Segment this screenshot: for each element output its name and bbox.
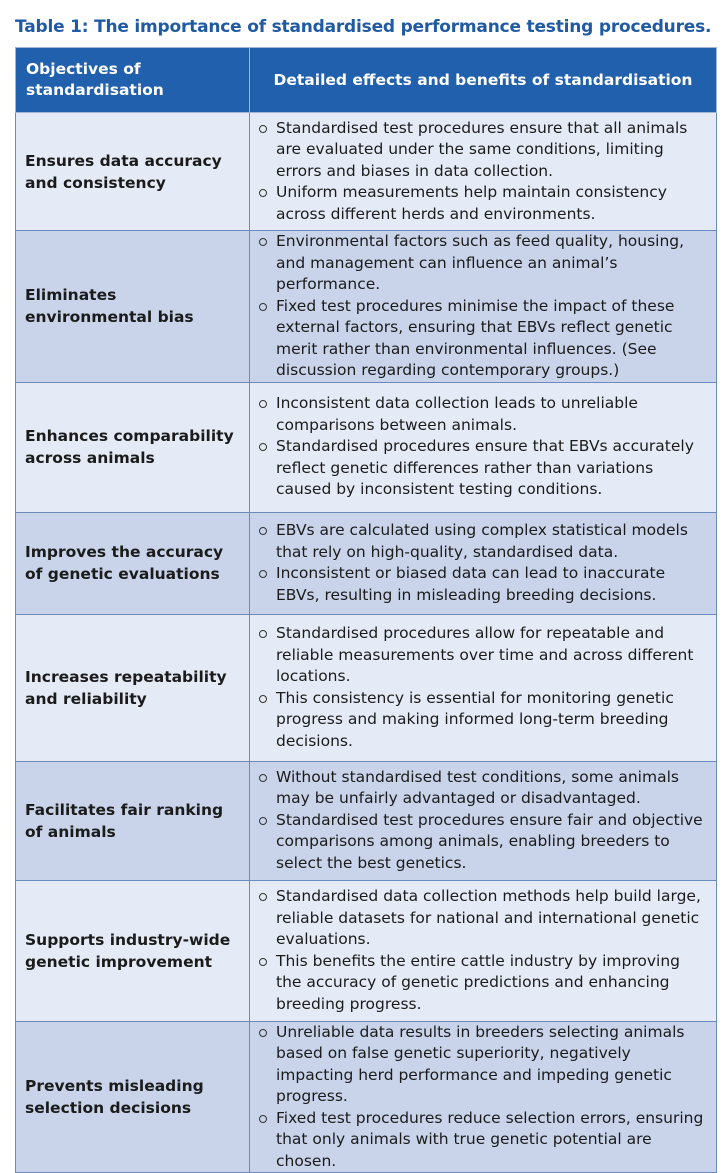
details-cell xyxy=(250,512,717,614)
details-cell xyxy=(250,113,717,231)
column-header-objectives: Objectives of standardisation xyxy=(16,48,250,113)
hollow-circle-bullet-icon xyxy=(259,1115,267,1123)
bullet-text: Standardised test procedures ensure fair and objective comparisons among animals, enabling breeders to select the best genetics. xyxy=(276,810,703,872)
bullet-text: Inconsistent data collection leads to unreliable comparisons between animals. xyxy=(276,394,638,434)
bullet-text: Standardised procedures allow for repeatable and reliable measurements over time and across different locations. xyxy=(276,624,694,685)
table-caption: Table 1: The importance of standardised performance testing procedures. xyxy=(15,17,712,37)
table-row xyxy=(16,1021,717,1173)
bullet-text: This benefits the entire cattle industry by improving the accuracy of genetic predictions and enhancing breeding progress. xyxy=(276,951,680,1013)
bullet-list xyxy=(258,886,710,1015)
bullet-text: Uniform measurements help maintain consistency across different herds and environments. xyxy=(276,183,667,223)
list-item xyxy=(258,688,710,753)
list-item xyxy=(258,563,710,606)
hollow-circle-bullet-icon xyxy=(259,630,267,638)
hollow-circle-bullet-icon xyxy=(259,817,267,825)
bullet-text: Fixed test procedures reduce selection errors, ensuring that only animals with true genetic potential are chosen. xyxy=(276,1108,704,1170)
hollow-circle-bullet-icon xyxy=(259,238,267,246)
list-item xyxy=(258,1022,710,1108)
list-item xyxy=(258,810,710,875)
table-row xyxy=(16,614,717,761)
bullet-text: Unreliable data results in breeders selecting animals based on false genetic superiority, negatively impacting herd performance and impeding genetic progress. xyxy=(276,1022,685,1105)
standardisation-table xyxy=(15,47,717,1173)
list-item xyxy=(258,623,710,688)
bullet-list xyxy=(258,118,710,226)
bullet-list xyxy=(258,231,710,382)
list-item xyxy=(258,951,710,1016)
hollow-circle-bullet-icon xyxy=(259,893,267,901)
hollow-circle-bullet-icon xyxy=(259,774,267,782)
hollow-circle-bullet-icon xyxy=(259,695,267,703)
bullet-list xyxy=(258,623,710,752)
bullet-text: Standardised procedures ensure that EBVs accurately reflect genetic differences rather than variations caused by inconsistent testing conditions. xyxy=(276,437,694,499)
bullet-text: Environmental factors such as feed quality, housing, and management can influence an animal’s performance. xyxy=(276,232,685,293)
details-cell xyxy=(250,614,717,761)
hollow-circle-bullet-icon xyxy=(259,125,267,133)
details-cell xyxy=(250,1021,717,1173)
hollow-circle-bullet-icon xyxy=(259,527,267,535)
list-item xyxy=(258,231,710,296)
table-row xyxy=(16,231,717,383)
bullet-text: Fixed test procedures minimise the impact of these external factors, ensuring that EBVs reflect genetic merit rather than environmental influences. (See discussion regarding contemporary groups.) xyxy=(276,296,675,379)
list-item xyxy=(258,393,710,436)
hollow-circle-bullet-icon xyxy=(259,400,267,408)
objective-cell: Facilitates fair ranking of animals xyxy=(16,761,250,880)
list-item xyxy=(258,520,710,563)
table-row xyxy=(16,761,717,880)
details-cell xyxy=(250,761,717,880)
details-cell xyxy=(250,382,717,512)
hollow-circle-bullet-icon xyxy=(259,303,267,311)
bullet-text: EBVs are calculated using complex statistical models that rely on high-quality, standardised data. xyxy=(276,521,688,561)
hollow-circle-bullet-icon xyxy=(259,1029,267,1037)
hollow-circle-bullet-icon xyxy=(259,443,267,451)
list-item xyxy=(258,886,710,951)
bullet-text: This consistency is essential for monitoring genetic progress and making informed long-term breeding decisions. xyxy=(276,688,674,750)
hollow-circle-bullet-icon xyxy=(259,189,267,197)
list-item xyxy=(258,436,710,501)
objective-cell: Supports industry-wide genetic improvement xyxy=(16,880,250,1021)
objective-cell: Increases repeatability and reliability xyxy=(16,614,250,761)
list-item xyxy=(258,118,710,183)
table-row xyxy=(16,113,717,231)
objective-cell: Improves the accuracy of genetic evaluations xyxy=(16,512,250,614)
table-row xyxy=(16,512,717,614)
column-header-effects: Detailed effects and benefits of standardisation xyxy=(250,48,717,113)
details-cell xyxy=(250,880,717,1021)
hollow-circle-bullet-icon xyxy=(259,570,267,578)
bullet-list xyxy=(258,767,710,875)
table-row xyxy=(16,382,717,512)
hollow-circle-bullet-icon xyxy=(259,958,267,966)
objective-cell: Prevents misleading selection decisions xyxy=(16,1021,250,1173)
details-cell xyxy=(250,231,717,383)
table-row xyxy=(16,880,717,1021)
objective-cell: Eliminates environmental bias xyxy=(16,231,250,383)
list-item xyxy=(258,296,710,382)
list-item xyxy=(258,767,710,810)
table-header-row xyxy=(16,48,717,113)
bullet-text: Inconsistent or biased data can lead to inaccurate EBVs, resulting in misleading breeding decisions. xyxy=(276,564,666,604)
bullet-text: Standardised test procedures ensure that all animals are evaluated under the same conditions, limiting errors and biases in data collection. xyxy=(276,118,688,180)
bullet-list xyxy=(258,520,710,606)
bullet-text: Standardised data collection methods help build large, reliable datasets for national and international genetic evaluations. xyxy=(276,887,701,948)
bullet-list xyxy=(258,1022,710,1173)
objective-cell: Enhances comparability across animals xyxy=(16,382,250,512)
objective-cell: Ensures data accuracy and consistency xyxy=(16,113,250,231)
list-item xyxy=(258,182,710,225)
bullet-list xyxy=(258,393,710,501)
list-item xyxy=(258,1108,710,1173)
bullet-text: Without standardised test conditions, some animals may be unfairly advantaged or disadvantaged. xyxy=(276,767,679,808)
